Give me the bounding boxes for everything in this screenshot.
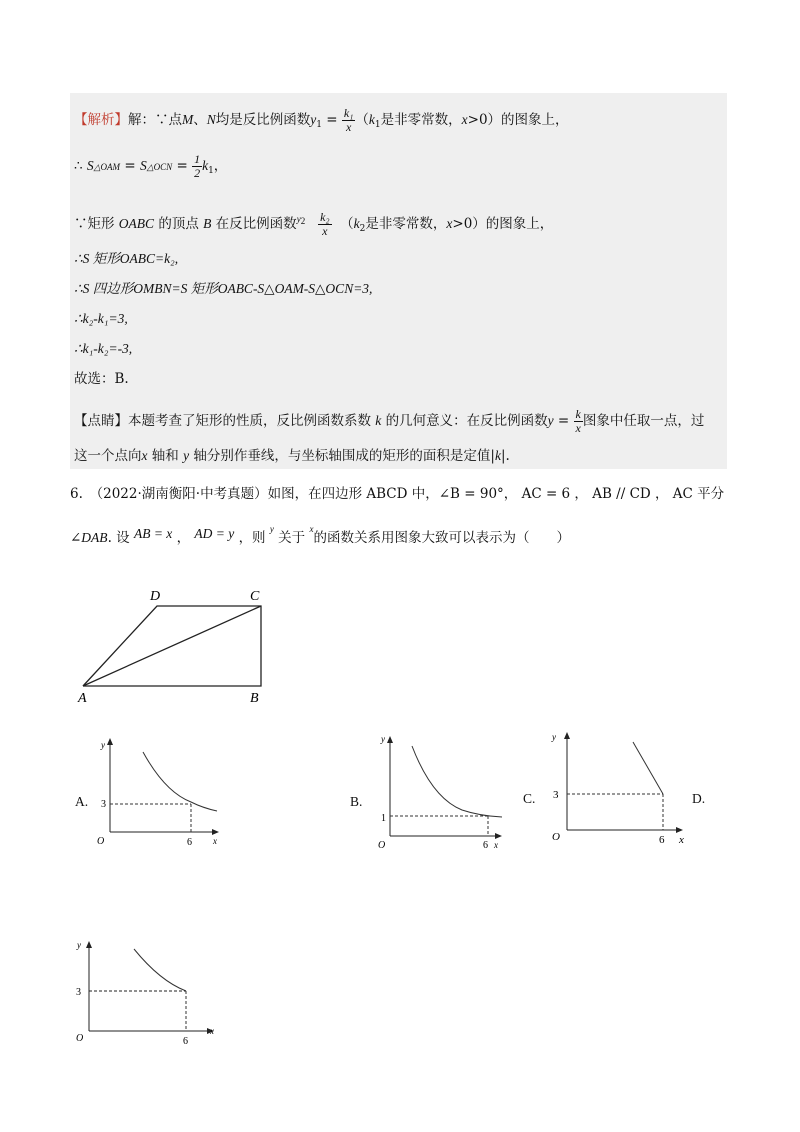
question-6-line-1: 6. （2022·湖南衡阳·中考真题）如图，在四边形 ABCD 中，∠B = 90°， AC = 6 ， AB // CD ， AC 平分: [70, 486, 725, 502]
solution-line-5: ∴S 四边形OMBN=S 矩形OABC-S△OAM-S△OCN=3,: [74, 281, 373, 296]
fraction-k-over-x: $\frac{k}{x}$: [575, 407, 581, 435]
svg-text:O: O: [552, 831, 560, 843]
svg-text:6: 6: [183, 1036, 188, 1047]
option-c-label[interactable]: C.: [523, 791, 536, 806]
svg-text:6: 6: [187, 837, 192, 848]
fraction-k2-over-x: $\frac{\text{k₂}}{x}$: [320, 210, 330, 238]
solution-answer: 故选：B.: [74, 371, 129, 387]
graph-option-a[interactable]: [85, 732, 230, 852]
solution-line-7: ∴k₁-k₂=-3,: [74, 341, 133, 356]
question-6-line-2: ∠DAB. 设 AB = x ， AD = y ，则 $^y$ 关于 $^x$的函数关系用图象大致可以表示为（ ）: [70, 524, 570, 546]
svg-text:y: y: [101, 740, 105, 750]
analysis-tag: 【解析】: [74, 112, 128, 128]
solution-line-6: ∴k₂-k₁=3,: [74, 311, 128, 326]
svg-text:y: y: [552, 732, 556, 742]
svg-text:x: x: [213, 836, 217, 846]
vertex-b-label: B: [250, 691, 259, 706]
svg-text:6: 6: [483, 840, 488, 851]
solution-line-3: ∵矩形 OABC 的顶点 B 在反比例函数$^{y2}$ $\frac{\text{k₂}}{x}$ （$k_2$是非零常数，x>0）的图象上，: [74, 210, 554, 238]
svg-text:x: x: [210, 1026, 214, 1036]
vertex-c-label: C: [250, 589, 260, 604]
solution-line-1: 【解析】解：∵点M、N均是反比例函数$y_1$ = $\frac{\text{k₁}}{x}$ （$k_1$是非零常数，x>0）的图象上，: [74, 106, 569, 134]
graph-option-b[interactable]: [372, 728, 512, 852]
svg-text:3: 3: [76, 987, 81, 998]
svg-text:3: 3: [101, 799, 106, 810]
svg-text:3: 3: [553, 789, 559, 801]
svg-text:O: O: [378, 840, 386, 851]
svg-text:6: 6: [659, 834, 665, 846]
vertex-d-label: D: [150, 589, 161, 604]
graph-option-d[interactable]: [64, 935, 224, 1050]
comment-tag: 【点睛】: [74, 413, 128, 429]
option-b-label[interactable]: B.: [350, 794, 363, 809]
vertex-a-label: A: [78, 691, 87, 706]
svg-text:O: O: [97, 836, 105, 847]
option-a-label[interactable]: A.: [75, 794, 89, 809]
svg-text:x: x: [494, 840, 498, 850]
option-d-label[interactable]: D.: [692, 791, 706, 806]
svg-text:O: O: [76, 1033, 84, 1044]
diagonal-ac: [83, 606, 261, 686]
svg-text:y: y: [381, 734, 385, 744]
comment-line-1: 【点睛】本题考查了矩形的性质，反比例函数系数 k 的几何意义：在反比例函数y = $\frac{k}{x}$ 图象中任取一点，过: [74, 407, 705, 435]
graph-option-c[interactable]: [547, 726, 692, 850]
svg-text:y: y: [77, 940, 81, 950]
solution-line-2: ∴ S△OAM = S△OCN = $\frac{1}{2}$ $k_1$，: [74, 152, 228, 180]
quadrilateral-figure: [70, 582, 290, 707]
fraction-k1-over-x: $\frac{\text{k₁}}{x}$: [343, 106, 354, 134]
svg-text:1: 1: [381, 813, 386, 824]
fraction-one-half: $\frac{1}{2}$: [194, 152, 201, 180]
comment-line-2: 这一个点向x 轴和 y 轴分别作垂线，与坐标轴围成的矩形的面积是定值|k|.: [74, 448, 510, 464]
svg-text:x: x: [679, 834, 684, 846]
solution-line-4: ∴S 矩形OABC=k₂,: [74, 251, 179, 266]
